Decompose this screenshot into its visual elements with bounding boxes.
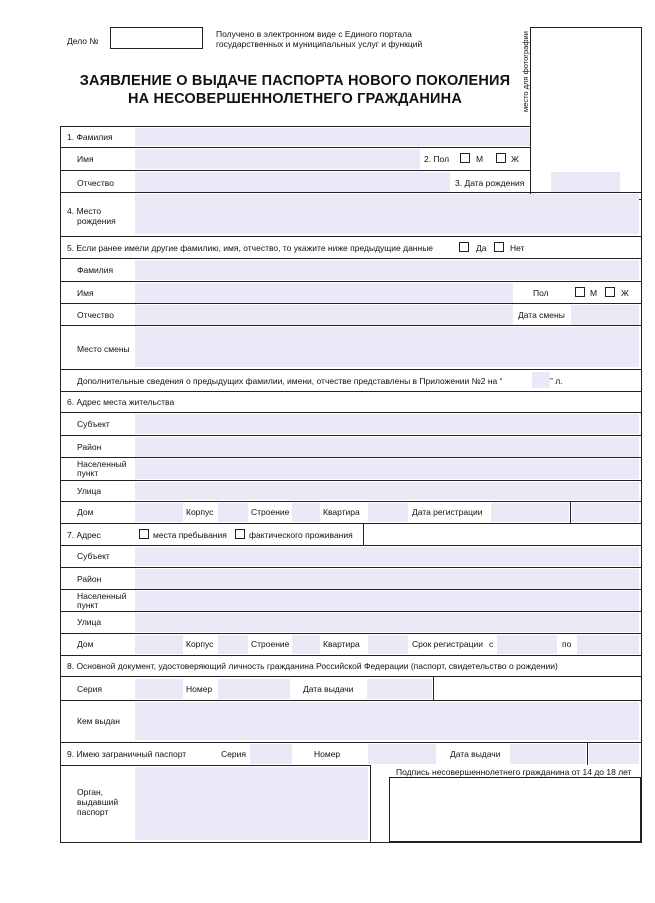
- divider: [60, 611, 642, 612]
- s5-no-checkbox[interactable]: [494, 242, 504, 252]
- s6-locality-label-1: Населенный: [77, 459, 127, 469]
- change-place-input[interactable]: [135, 327, 639, 367]
- change-date-input[interactable]: [571, 305, 639, 325]
- s7-to-input[interactable]: [577, 635, 639, 654]
- s7-structure-label: Строение: [251, 639, 290, 649]
- s5-yes-checkbox[interactable]: [459, 242, 469, 252]
- prev-patronymic-input[interactable]: [135, 305, 513, 325]
- s7-region-input[interactable]: [135, 547, 639, 566]
- s7-locality-input[interactable]: [135, 591, 639, 611]
- s9-number-label: Номер: [314, 749, 341, 759]
- s6-reg-date-label: Дата регистрации: [412, 507, 483, 517]
- s9-authority-label-1: Орган,: [77, 787, 104, 797]
- prev-sex-female-label: Ж: [621, 288, 629, 298]
- frame-left: [60, 126, 61, 842]
- s8-series-label: Серия: [77, 684, 102, 694]
- divider: [60, 281, 642, 282]
- s6-locality-label-2: пункт: [77, 468, 99, 478]
- s9-series-input[interactable]: [250, 744, 292, 764]
- sex-female-checkbox[interactable]: [496, 153, 506, 163]
- s8-number-label: Номер: [186, 684, 213, 694]
- s7-locality-label-2: пункт: [77, 600, 99, 610]
- s6-street-input[interactable]: [135, 482, 639, 500]
- prev-surname-input[interactable]: [135, 260, 639, 280]
- s8-issue-date-label: Дата выдачи: [303, 684, 354, 694]
- s7-from-input[interactable]: [497, 635, 557, 654]
- divider: [60, 742, 642, 743]
- s7-house-input[interactable]: [135, 635, 183, 654]
- s7-to-label: по: [562, 639, 572, 649]
- form-title-line-1: ЗАЯВЛЕНИЕ О ВЫДАЧЕ ПАСПОРТА НОВОГО ПОКОЛЕНИЯ: [79, 73, 511, 89]
- s7-district-input[interactable]: [135, 569, 639, 589]
- birthplace-label-2: рождения: [77, 216, 116, 226]
- s6-title: 6. Адрес места жительства: [67, 397, 175, 407]
- prev-name-label: Имя: [77, 288, 94, 298]
- surname-label: 1. Фамилия: [67, 132, 113, 142]
- s6-structure-label: Строение: [251, 507, 290, 517]
- divider: [433, 676, 434, 700]
- frame-top: [60, 126, 531, 127]
- s6-street-label: Улица: [77, 486, 102, 496]
- divider: [60, 303, 642, 304]
- divider: [570, 501, 571, 523]
- s7-region-label: Субъект: [77, 551, 110, 561]
- additional-info-text: Дополнительные сведения о предыдущих фамилии, имени, отчестве представлены в Приложении №2 на “: [77, 376, 503, 386]
- signature-box[interactable]: [389, 777, 641, 842]
- s6-reg-date-input-2[interactable]: [572, 503, 639, 522]
- s6-region-input[interactable]: [135, 414, 639, 434]
- divider: [60, 545, 642, 546]
- s7-building-label: Корпус: [186, 639, 214, 649]
- sex-label: 2. Пол: [424, 154, 450, 164]
- patronymic-label: Отчество: [77, 178, 114, 188]
- s7-building-input[interactable]: [218, 635, 248, 654]
- s7-structure-input[interactable]: [292, 635, 320, 654]
- s6-district-input[interactable]: [135, 437, 639, 457]
- s9-authority-label-3: паспорт: [77, 807, 109, 817]
- s9-issue-date-input-2[interactable]: [589, 744, 639, 764]
- divider: [60, 192, 642, 193]
- change-date-label: Дата смены: [518, 310, 565, 320]
- s8-number-input[interactable]: [218, 679, 290, 699]
- s7-street-input[interactable]: [135, 613, 639, 632]
- surname-input[interactable]: [135, 128, 530, 146]
- s7-locality-label-1: Населенный: [77, 591, 127, 601]
- s6-apartment-input[interactable]: [368, 503, 408, 522]
- divider: [370, 765, 371, 842]
- s8-issued-by-label: Кем выдан: [77, 716, 120, 726]
- s8-series-input[interactable]: [135, 679, 183, 699]
- divider: [60, 236, 642, 237]
- s6-locality-input[interactable]: [135, 459, 639, 479]
- birth-date-input[interactable]: [551, 172, 620, 192]
- s6-house-input[interactable]: [135, 503, 183, 522]
- divider: [60, 633, 642, 634]
- s7-title: 7. Адрес: [67, 530, 101, 540]
- patronymic-input[interactable]: [135, 172, 450, 192]
- s7-apartment-input[interactable]: [368, 635, 408, 654]
- birthplace-label-1: 4. Место: [67, 206, 102, 216]
- additional-info-end: ” л.: [550, 376, 563, 386]
- s6-apartment-label: Квартира: [323, 507, 360, 517]
- divider: [60, 170, 531, 171]
- divider: [60, 369, 642, 370]
- s7-actual-checkbox[interactable]: [235, 529, 245, 539]
- signature-label: Подпись несовершеннолетнего гражданина от 14 до 18 лет: [396, 767, 632, 777]
- s9-authority-input[interactable]: [135, 767, 368, 840]
- s9-number-input[interactable]: [368, 744, 436, 764]
- s6-building-label: Корпус: [186, 507, 214, 517]
- divider: [60, 457, 642, 458]
- s6-region-label: Субъект: [77, 419, 110, 429]
- divider: [60, 325, 642, 326]
- s7-apartment-label: Квартира: [323, 639, 360, 649]
- sex-male-checkbox[interactable]: [460, 153, 470, 163]
- sex-female-label: Ж: [511, 154, 519, 164]
- s6-house-label: Дом: [77, 507, 94, 517]
- s7-from-label: с: [489, 639, 494, 649]
- s6-reg-date-input[interactable]: [491, 503, 569, 522]
- divider: [60, 523, 642, 524]
- divider: [60, 676, 642, 677]
- s7-street-label: Улица: [77, 617, 102, 627]
- divider: [60, 700, 642, 701]
- divider: [60, 501, 642, 502]
- s6-building-input[interactable]: [218, 503, 248, 522]
- divider: [60, 391, 642, 392]
- name-label: Имя: [77, 154, 94, 164]
- divider: [60, 435, 642, 436]
- prev-sex-male-checkbox[interactable]: [575, 287, 585, 297]
- prev-sex-female-checkbox[interactable]: [605, 287, 615, 297]
- prev-name-input[interactable]: [135, 283, 513, 303]
- s5-yes-label: Да: [476, 243, 487, 253]
- s7-actual-label: фактического проживания: [249, 530, 353, 540]
- photo-label: место для фотографии: [521, 31, 530, 112]
- s9-issue-date-input[interactable]: [510, 744, 586, 764]
- s6-structure-input[interactable]: [292, 503, 320, 522]
- divider: [60, 412, 642, 413]
- s7-district-label: Район: [77, 574, 102, 584]
- prev-sex-male-label: М: [590, 288, 598, 298]
- birthplace-input[interactable]: [135, 194, 639, 234]
- prev-patronymic-label: Отчество: [77, 310, 114, 320]
- s7-stay-label: места пребывания: [153, 530, 227, 540]
- received-line-2: государственных и муниципальных услуг и функций: [216, 39, 423, 49]
- s9-authority-label-2: выдавший: [77, 797, 119, 807]
- name-input[interactable]: [135, 149, 420, 169]
- s5-no-label: Нет: [510, 243, 525, 253]
- birth-date-label: 3. Дата рождения: [455, 178, 525, 188]
- change-place-label: Место смены: [77, 344, 130, 354]
- s9-series-label: Серия: [221, 749, 246, 759]
- s8-issued-by-input[interactable]: [135, 702, 639, 740]
- form-title-line-2: НА НЕСОВЕРШЕННОЛЕТНЕГО ГРАЖДАНИНА: [127, 91, 463, 107]
- s7-reg-period-label: Срок регистрации: [412, 639, 483, 649]
- received-line-1: Получено в электронном виде с Единого портала: [216, 29, 412, 39]
- s9-title: 9. Имею заграничный паспорт: [67, 749, 187, 759]
- divider: [60, 589, 642, 590]
- prev-sex-label: Пол: [533, 288, 549, 298]
- s7-house-label: Дом: [77, 639, 94, 649]
- s8-issue-date-input[interactable]: [367, 679, 432, 699]
- s9-issue-date-label: Дата выдачи: [450, 749, 501, 759]
- s6-district-label: Район: [77, 442, 102, 452]
- divider: [60, 655, 642, 656]
- divider: [60, 567, 642, 568]
- divider: [587, 742, 588, 765]
- case-number-label: Дело №: [67, 36, 99, 46]
- divider: [60, 258, 642, 259]
- divider: [60, 147, 531, 148]
- divider: [60, 765, 370, 766]
- s7-stay-checkbox[interactable]: [139, 529, 149, 539]
- divider: [60, 480, 642, 481]
- divider: [363, 523, 364, 545]
- s5-question: 5. Если ранее имели другие фамилию, имя, отчество, то укажите ниже предыдущие данные: [67, 243, 434, 253]
- additional-pages-input[interactable]: [532, 372, 550, 388]
- case-number-input[interactable]: [110, 27, 203, 49]
- sex-male-label: М: [476, 154, 484, 164]
- s8-title: 8. Основной документ, удостоверяющий личность гражданина Российской Федерации (паспорт, свидетельство о рождении): [67, 661, 558, 671]
- frame-bottom: [60, 842, 642, 843]
- prev-surname-label: Фамилия: [77, 265, 114, 275]
